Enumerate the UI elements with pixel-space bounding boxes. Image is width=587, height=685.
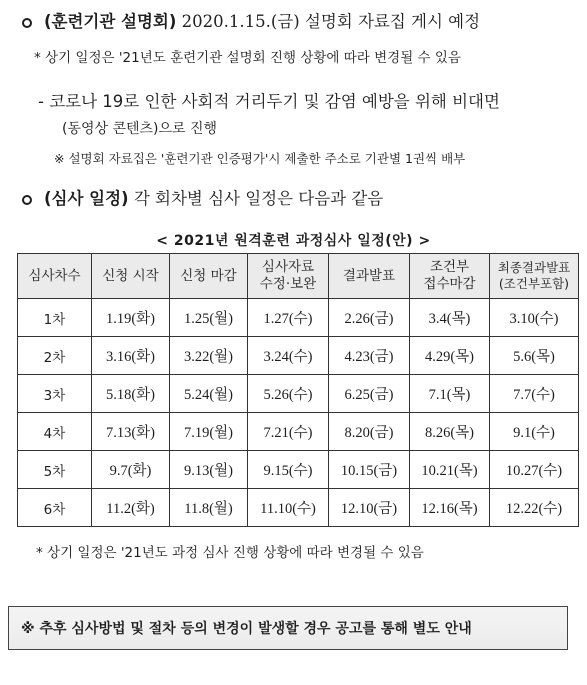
- table-cell: 5.6(목): [490, 337, 579, 375]
- table-row: [18, 413, 579, 451]
- schedule-table: [17, 253, 579, 527]
- table-cell: 2.26(금): [329, 299, 410, 337]
- section1-line: [22, 8, 480, 32]
- after-table-note: * 상기 일정은 '21년도 과정 심사 진행 상황에 따라 변경될 수 있음: [36, 545, 424, 561]
- table-cell: 3.24(수): [248, 337, 329, 375]
- table-header-text: 수정·보완: [259, 276, 317, 292]
- table-header-cell: [18, 254, 92, 299]
- table-cell: 8.26(목): [410, 413, 490, 451]
- table-header-text: 결과발표: [342, 267, 396, 284]
- section1-dash-line: - 코로나 19로 인한 사회적 거리두기 및 감염 예방을 위해 비대면: [38, 92, 500, 111]
- table-cell: 6.25(금): [329, 375, 410, 413]
- table-header-text: 심사자료: [261, 259, 315, 276]
- table-row: [18, 489, 579, 527]
- table-cell: 5.24(월): [170, 375, 248, 413]
- table-cell: 11.10(수): [248, 489, 329, 527]
- table-cell: 9.1(수): [490, 413, 579, 451]
- section2-heading: (심사 일정): [44, 189, 129, 208]
- table-cell: 12.22(수): [490, 489, 579, 527]
- section2-line: [22, 185, 383, 209]
- table-row-label: 1차: [18, 299, 92, 337]
- circle-bullet-icon: [22, 195, 32, 205]
- table-cell: 9.13(월): [170, 451, 248, 489]
- section1-date: 2020.1.15.(금) 설명회 자료집 게시 예정: [181, 12, 481, 31]
- table-cell: 7.7(수): [490, 375, 579, 413]
- table-cell: 9.15(수): [248, 451, 329, 489]
- table-cell: 3.16(화): [92, 337, 170, 375]
- table-cell: 8.20(금): [329, 413, 410, 451]
- table-row-label: 3차: [18, 375, 92, 413]
- table-cell: 3.10(수): [490, 299, 579, 337]
- table-row: [18, 451, 579, 489]
- table-title: < 2021년 원격훈련 과정심사 일정(안) >: [156, 233, 431, 249]
- section1-ref-note: ※ 설명회 자료집은 '훈련기관 인증평가'시 제출한 주소로 기관별 1권씩 배부: [54, 151, 466, 166]
- table-row: [18, 337, 579, 375]
- table-row: [18, 299, 579, 337]
- table-header-cell: [170, 254, 248, 299]
- table-header-cell: [410, 254, 490, 299]
- section1-note: * 상기 일정은 '21년도 훈련기관 설명회 진행 상황에 따라 변경될 수 있음: [34, 50, 461, 66]
- table-cell: 9.7(화): [92, 451, 170, 489]
- table-header-cell: [329, 254, 410, 299]
- table-cell: 4.23(금): [329, 337, 410, 375]
- table-cell: 11.8(월): [170, 489, 248, 527]
- table-row-label: 2차: [18, 337, 92, 375]
- table-cell: 3.22(월): [170, 337, 248, 375]
- table-header-cell: [490, 254, 579, 299]
- table-header-text: 신청 시작: [102, 267, 159, 284]
- table-header-cell: [92, 254, 170, 299]
- table-cell: 7.21(수): [248, 413, 329, 451]
- section1-dash-line-cont: (동영상 콘텐츠)으로 진행: [62, 121, 218, 137]
- circle-bullet-icon: [22, 18, 32, 28]
- table-cell: 1.19(화): [92, 299, 170, 337]
- table-header-cell: [248, 254, 329, 299]
- table-cell: 4.29(목): [410, 337, 490, 375]
- table-cell: 11.2(화): [92, 489, 170, 527]
- table-row-label: 4차: [18, 413, 92, 451]
- table-cell: 7.19(월): [170, 413, 248, 451]
- table-header-text: 최종결과발표: [497, 260, 571, 276]
- table-header-text: 접수마감: [423, 276, 476, 292]
- table-cell: 7.13(화): [92, 413, 170, 451]
- table-cell: 1.25(월): [170, 299, 248, 337]
- table-cell: 3.4(목): [410, 299, 490, 337]
- notice-box: ※ 추후 심사방법 및 절차 등의 변경이 발생할 경우 공고를 통해 별도 안내: [8, 606, 568, 650]
- table-header-text: 심사차수: [28, 267, 81, 284]
- table-cell: 10.15(금): [329, 451, 410, 489]
- table-header-row: [18, 254, 579, 299]
- table-header-text: 조건부: [429, 259, 470, 276]
- table-cell: 12.10(금): [329, 489, 410, 527]
- table-cell: 12.16(목): [410, 489, 490, 527]
- table-cell: 10.27(수): [490, 451, 579, 489]
- table-cell: 5.18(화): [92, 375, 170, 413]
- table-row-label: 5차: [18, 451, 92, 489]
- table-row-label: 6차: [18, 489, 92, 527]
- section2-text: 각 회차별 심사 일정은 다음과 같음: [133, 189, 384, 208]
- table-cell: 7.1(목): [410, 375, 490, 413]
- table-header-text: (조건부포함): [498, 276, 570, 291]
- table-cell: 5.26(수): [248, 375, 329, 413]
- table-cell: 10.21(목): [410, 451, 490, 489]
- table-cell: 1.27(수): [248, 299, 329, 337]
- table-header-text: 신청 마감: [180, 267, 237, 284]
- section1-heading: (훈련기관 설명회): [44, 12, 177, 31]
- table-row: [18, 375, 579, 413]
